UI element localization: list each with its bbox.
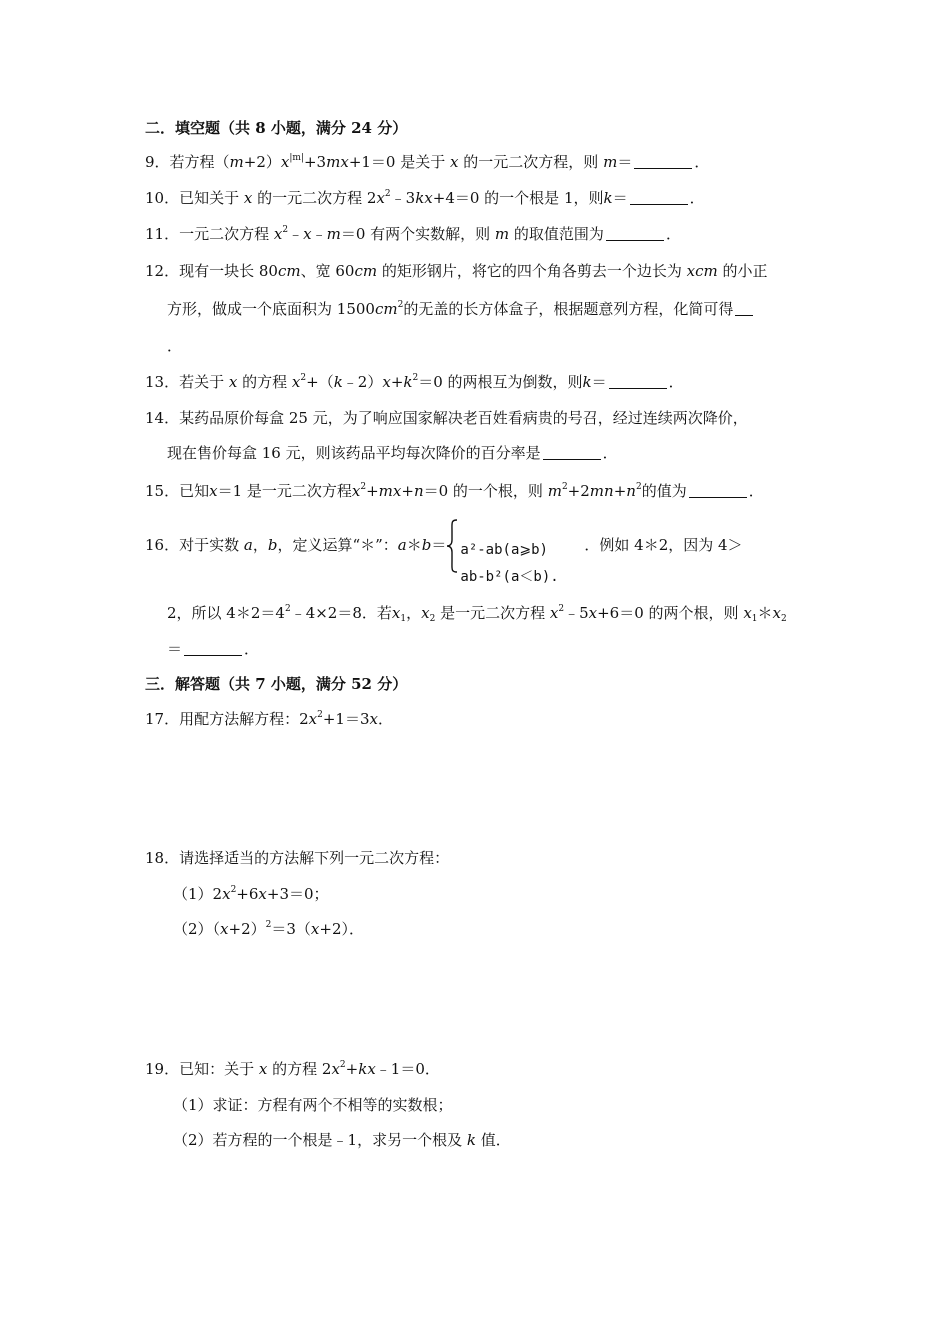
question-18-part-2: $(2)(x+2)^2=3(x+2)$． — [173, 920, 365, 938]
question-11: 11．一元二次方程 $x^2﹣x﹣m=0$ 有两个实数解，则 m 的取值范围为 ． — [145, 225, 681, 243]
answer-blank-16[interactable] — [184, 641, 242, 656]
answer-blank-15[interactable] — [689, 483, 747, 498]
question-18-title: 18．请选择适当的方法解下列一元二次方程： — [145, 849, 450, 867]
question-12-line-1: 12．现有一块长 80cm、宽 60cm 的矩形钢片，将它的四个角各剪去一个边长为 xcm 的小正 — [145, 262, 768, 280]
question-12-line-3: ． — [167, 337, 183, 355]
question-16-line-2: 2，所以 $4*2=4^2﹣4\times 2=8$．若$x_1$，$x_2$ 是一元二次方程 $x^2﹣5x+6=0$ 的两个根，则 $x_1*x_2$ — [167, 604, 787, 624]
piecewise-definition — [446, 519, 584, 585]
answer-blank-14[interactable] — [543, 445, 601, 460]
case-a-lt-b: ab-b²(a＜b). — [460, 569, 559, 585]
question-15: 15．已知x＝1 是一元二次方程$x^2+mx+n=0$ 的一个根，则 $m^2+2mn+n^2$的值为 ． — [145, 482, 764, 500]
question-14-line-2: 现在售价每盒 16 元，则该药品平均每次降价的百分率是 ． — [167, 444, 618, 462]
section-3-heading: 三．解答题（共 7 小题，满分 52 分） — [145, 675, 408, 693]
question-16-line-1: 16．对于实数 a，b，定义运算“＊”：a＊b＝ a²-ab(a⩾b) ab-b²(a＜b). ．例如 4＊2，因为 4＞ — [145, 516, 743, 574]
question-14-line-1: 14．某药品原价每盒 25 元，为了响应国家解决老百姓看病贵的号召，经过连续两次降价， — [145, 409, 748, 427]
answer-blank-10[interactable] — [630, 190, 688, 205]
case-a-ge-b: a²-ab(a⩾b) — [460, 542, 548, 558]
question-19: 19．已知：关于 x 的方程 $2x^2+kx﹣1=0$． — [145, 1060, 440, 1078]
question-16-line-3: ＝ ． — [167, 640, 260, 658]
answer-blank-13[interactable] — [609, 374, 667, 389]
answer-blank-12[interactable] — [735, 301, 753, 316]
answer-blank-11[interactable] — [606, 226, 664, 241]
question-19-part-1: （1）求证：方程有两个不相等的实数根； — [173, 1096, 453, 1114]
question-19-part-2: （2）若方程的一个根是﹣1，求另一个根及 k 值． — [173, 1131, 511, 1149]
question-18-part-1: $(1)2x^2+6x+3=0$； — [173, 885, 329, 903]
left-brace-icon — [446, 519, 458, 573]
question-10: 10．已知关于 x 的一元二次方程 $2x^2﹣3kx+4=0$ 的一个根是 1，则k＝ ． — [145, 189, 705, 207]
question-13: 13．若关于 x 的方程 $x^2+(k﹣2)x+k^2=0$ 的两根互为倒数，则k＝ ． — [145, 373, 684, 391]
section-2-heading: 二．填空题（共 8 小题，满分 24 分） — [145, 119, 408, 137]
answer-blank-9[interactable] — [634, 154, 692, 169]
question-12-line-2: 方形，做成一个底面积为 $1500cm^2$的无盖的长方体盒子，根据题意列方程，化简可得 — [167, 298, 755, 320]
question-9: 9．若方程$(m+2)x^{|m|}+3mx+1=0$ 是关于 x 的一元二次方程，则 m＝ ． — [145, 153, 710, 171]
question-17: 17．用配方法解方程：$2x^2+1=3x$． — [145, 710, 393, 728]
